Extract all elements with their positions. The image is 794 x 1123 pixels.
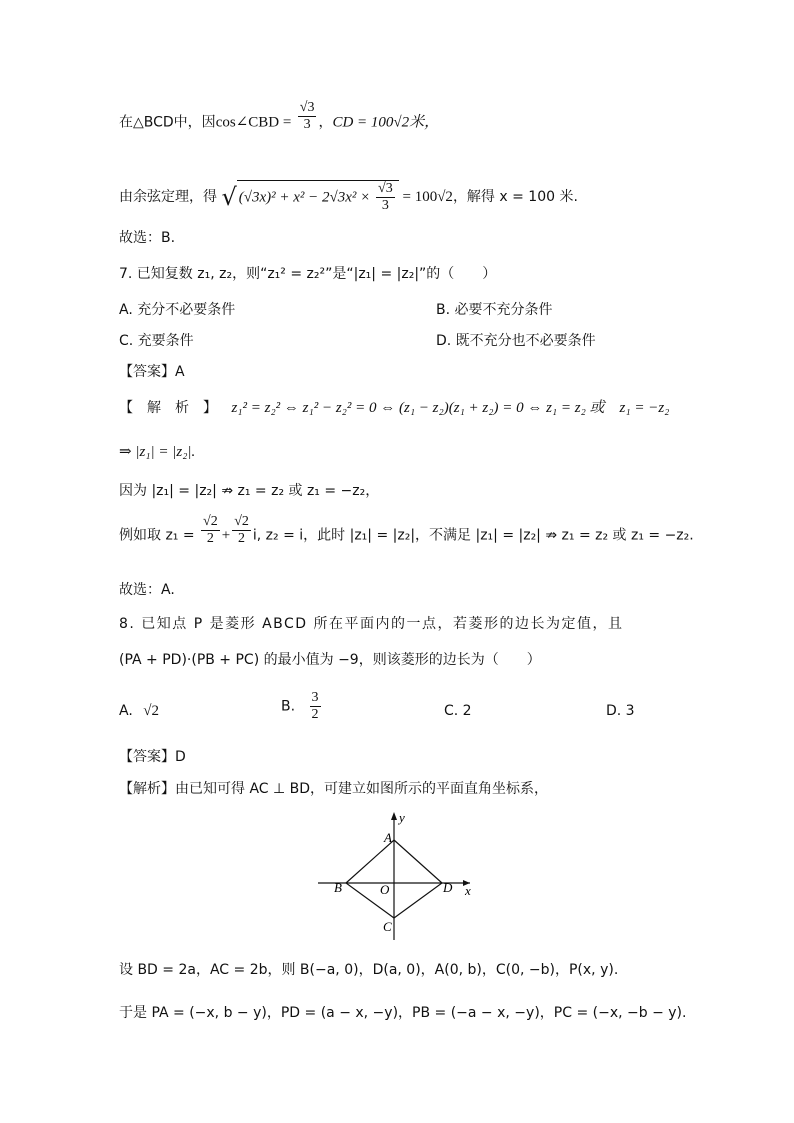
label-a: A [384, 830, 392, 845]
analysis-expr: z₁² = z₂² ⇔ z₁² − z₂² = 0 ⇔ (z₁ − z₂)(z₁ + z₂) = 0 ⇔ z₁ = z₂ 或 z₁ = −z₂ [231, 400, 670, 416]
q8-option-c: C. 2 [444, 703, 472, 719]
fraction [376, 181, 395, 214]
frac-num: √2 [203, 514, 218, 529]
fraction [232, 514, 251, 547]
text: ，解得 x = 100 米. [452, 189, 578, 205]
option-value: √2 [143, 703, 159, 719]
q8-stem-1: 8. 已知点 P 是菱形 ABCD 所在平面内的一点，若菱形的边长为定值，且 [119, 616, 624, 632]
frac-den: 3 [303, 117, 311, 132]
analysis-label: 【 解 析 】 [119, 400, 217, 416]
choose-a: 故选：A. [119, 582, 175, 598]
q7-option-b: B. 必要不充分条件 [436, 302, 553, 318]
q8-option-b [281, 690, 323, 723]
frac-den: 2 [311, 707, 319, 722]
q7-analysis-2: ⇒ |z₁| = |z₂|. [119, 444, 196, 460]
fraction [310, 690, 321, 723]
frac-num: √3 [299, 100, 315, 115]
q7-answer: 【答案】A [119, 364, 185, 380]
frac-den: 3 [381, 198, 389, 213]
q7-stem: 7. 已知复数 z₁, z₂，则“z₁² = z₂²”是“|z₁| = |z₂|”的（ ） [119, 266, 497, 282]
frac-den: 2 [206, 531, 214, 546]
frac-den: 2 [238, 531, 246, 546]
text: 在△BCD中，因 [119, 114, 216, 131]
cos-expr: cos∠CBD = [215, 114, 292, 131]
q7-option-c: C. 充要条件 [119, 333, 194, 349]
q8-set-line: 设 BD = 2a，AC = 2b，则 B(−a, 0)，D(a, 0)，A(0, b)，C(0, −b)，P(x, y). [119, 962, 619, 978]
q7-analysis-1 [119, 398, 669, 418]
q8-stem-2: (PA + PD)·(PB + PC) 的最小值为 −9，则该菱形的边长为（ ） [119, 652, 541, 668]
frac-num: 3 [311, 690, 319, 705]
label-c: C [383, 919, 392, 934]
option-label: A. [119, 703, 133, 719]
big-sqrt: √ (√3x)² + x² − 2√3x² × $\frac{√3}{3}$ [221, 180, 398, 214]
q8-option-d: D. 3 [606, 703, 635, 719]
q7-option-d: D. 既不充分也不必要条件 [436, 333, 596, 349]
fraction [201, 514, 220, 547]
text: i, z₂ = i，此时 |z₁| = |z₂|，不满足 |z₁| = |z₂| ⇏ z₁ = z₂ 或 z₁ = −z₂. [252, 527, 694, 544]
q8-analysis-1: 【解析】由已知可得 AC ⊥ BD，可建立如图所示的平面直角坐标系， [119, 781, 549, 797]
sqrt-expr: (√3x)² + x² − 2√3x² × [238, 189, 375, 206]
q7-option-a: A. 充分不必要条件 [119, 302, 236, 318]
cd-expr: CD = 100√2米， [332, 114, 440, 131]
label-x: x [465, 883, 471, 898]
label-o: O [380, 882, 390, 897]
q8-answer: 【答案】D [119, 749, 186, 765]
option-label: B. [281, 698, 296, 715]
frac-num: √2 [234, 514, 249, 529]
frac-num: √3 [378, 181, 393, 196]
plus: + [221, 527, 231, 544]
text: ， [318, 114, 333, 131]
rhombus-diagram [310, 810, 480, 945]
label-y: y [399, 810, 405, 825]
label-b: B [334, 880, 342, 895]
q8-option-a [119, 701, 159, 721]
eq-expr: = 100√2 [398, 189, 453, 205]
q7-analysis-3: 因为 |z₁| = |z₂| ⇏ z₁ = z₂ 或 z₁ = −z₂， [119, 483, 380, 499]
fraction [298, 100, 317, 133]
text: 由余弦定理，得 [119, 189, 217, 205]
y-axis-arrow [391, 812, 397, 820]
label-d: D [443, 880, 453, 895]
text: 例如取 z₁ = [119, 527, 195, 544]
choose-b: 故选：B. [119, 230, 176, 246]
q8-vec-line: 于是 PA = (−x, b − y)，PD = (a − x, −y)，PB = (−a − x, −y)，PC = (−x, −b − y). [119, 1005, 687, 1021]
q7-analysis-4 [119, 514, 694, 547]
line-cos [119, 100, 440, 133]
line-cosine-law [119, 180, 578, 214]
